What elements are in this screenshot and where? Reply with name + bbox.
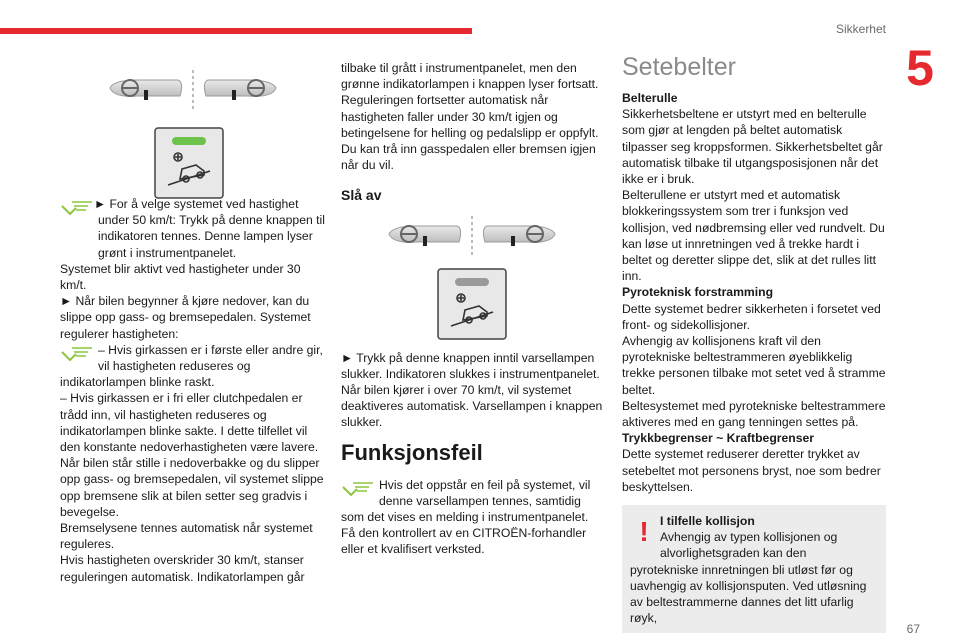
paragraph: ► Trykk på denne knappen inntil varsellampen slukker. Indikatoren slukkes i instrumentpanelet. — [341, 350, 600, 381]
note-icon — [341, 479, 375, 499]
paragraph: Når bilen kjører i over 70 km/t, vil systemet deaktiveres automatisk. Varsellampen i knappen slukker. — [341, 383, 603, 430]
paragraph: Systemet blir aktivt ved hastigheter under 30 km/t. — [60, 261, 301, 293]
steering-wheel-illustration — [387, 214, 557, 260]
paragraph: Belterullene er utstyrt med et automatisk blokkeringssystem som trer i funksjon ved kollisjon, ved nødbremsing eller ved rundvelt. Du kan løse ut innretningen ved å trekke hardt i beltet og deretter slippe det, slik at det rulles litt inn. — [622, 188, 885, 284]
paragraph: Få den kontrollert av en CITROËN-forhandler eller et kvalifisert verksted. — [341, 526, 587, 557]
column-middle — [341, 60, 603, 558]
page-number: 67 — [906, 622, 920, 636]
section-heading: Setebelter — [622, 53, 736, 81]
paragraph: Du kan trå inn gasspedalen eller bremsen igjen når du vil. — [341, 142, 596, 173]
paragraph: – Hvis girkassen er i fri eller clutchpedalen er trådd inn, vil hastigheten reduseres og indikatorlampen blinke sakte. I dette tilfellet vil den konstante nedoverhastigheten være lavere. — [60, 391, 319, 455]
lamp-indicator-off — [455, 278, 489, 286]
column-left — [60, 196, 326, 585]
hill-descent-button-off — [437, 268, 507, 340]
warning-icon: ! — [639, 516, 649, 548]
hill-descent-button-on — [154, 127, 224, 199]
paragraph: tilbake til grått i instrumentpanelet, men den grønne indikatorlampen i knappen lyser fortsatt. — [341, 61, 599, 92]
paragraph: Dette systemet bedrer sikkerheten i forsetet ved front- og sidekollisjoner. — [622, 301, 881, 332]
warning-title: I tilfelle kollisjon — [660, 514, 755, 529]
heading-switch-off: Slå av — [341, 187, 382, 204]
steering-wheel-illustration — [108, 68, 278, 114]
paragraph: Bremselysene tennes automatisk når systemet reguleres. — [60, 521, 313, 552]
paragraph: Avhengig av kollisjonens kraft vil den pyrotekniske beltestrammeren øyeblikkelig trekke personen tilbake mot setet ved å stramme beltet. — [622, 334, 886, 397]
note-icon — [60, 344, 94, 364]
paragraph: – Hvis girkassen er i første eller andre gir, vil hastigheten reduseres og indikatorlampen blinke raskt. — [60, 342, 323, 390]
paragraph: Når bilen står stille i nedoverbakke og du slipper opp gass- og bremsepedalen, vil systemet slippe opp bremsene slik at bilen setter seg gradvis i bevegelse. — [60, 456, 324, 519]
paragraph: Sikkerhetsbeltene er utstyrt med en belterulle som gjør at lengden på beltet automatisk tilpasser seg kroppsformen. Sikkerhetsbeltet går automatisk tilbake til utgangsposisjonen når det ikke er i bruk. — [622, 107, 883, 187]
paragraph: Reguleringen fortsetter automatisk når hastigheten faller under 30 km/t igjen og betingelsene for helling og pedalslipp er oppfylt. — [341, 93, 599, 140]
paragraph: ► Når bilen begynner å kjøre nedover, kan du slippe opp gass- og bremsepedalen. Systemet regulerer hastigheten: — [60, 294, 311, 341]
note-icon — [60, 198, 94, 218]
header-accent-bar — [0, 28, 472, 34]
paragraph: Hvis det oppstår en feil på systemet, vil denne varsellampen tennes, samtidig som det vises en melding i instrumentpanelet. — [341, 477, 591, 525]
subheading: Trykkbegrenser ~ Kraftbegrenser — [622, 431, 815, 446]
column-right — [622, 52, 886, 633]
subheading: Belterulle — [622, 91, 678, 105]
paragraph: Beltesystemet med pyrotekniske beltestrammere aktiveres med en gang tenningen settes på. — [622, 398, 886, 430]
paragraph: Dette systemet reduserer deretter trykket av setebeltet mot personens bryst, noe som bedrer beskyttelsen. — [622, 447, 881, 494]
heading-malfunction: Funksjonsfeil — [341, 439, 483, 465]
paragraph: ► For å velge systemet ved hastighet under 50 km/t: Trykk på denne knappen til indikatoren tennes. Denne lampen lyser grønt i instrumentpanelet. — [94, 197, 325, 260]
lamp-indicator-on — [172, 137, 206, 145]
warning-text: Avhengig av typen kollisjonen og alvorlighetsgraden kan den pyrotekniske innretningen bli utløst før og uavhengig av kollisjonsputen. Ved utløsning av beltestrammerne dannes det litt ufarlig røyk, — [630, 530, 867, 626]
warning-box — [622, 505, 886, 632]
paragraph: Hvis hastigheten overskrider 30 km/t, stanser reguleringen automatisk. Indikatorlampen går — [60, 553, 305, 584]
section-title: Sikkerhet — [835, 22, 886, 36]
subheading: Pyroteknisk forstramming — [622, 285, 774, 300]
chapter-number: 5 — [906, 40, 934, 96]
